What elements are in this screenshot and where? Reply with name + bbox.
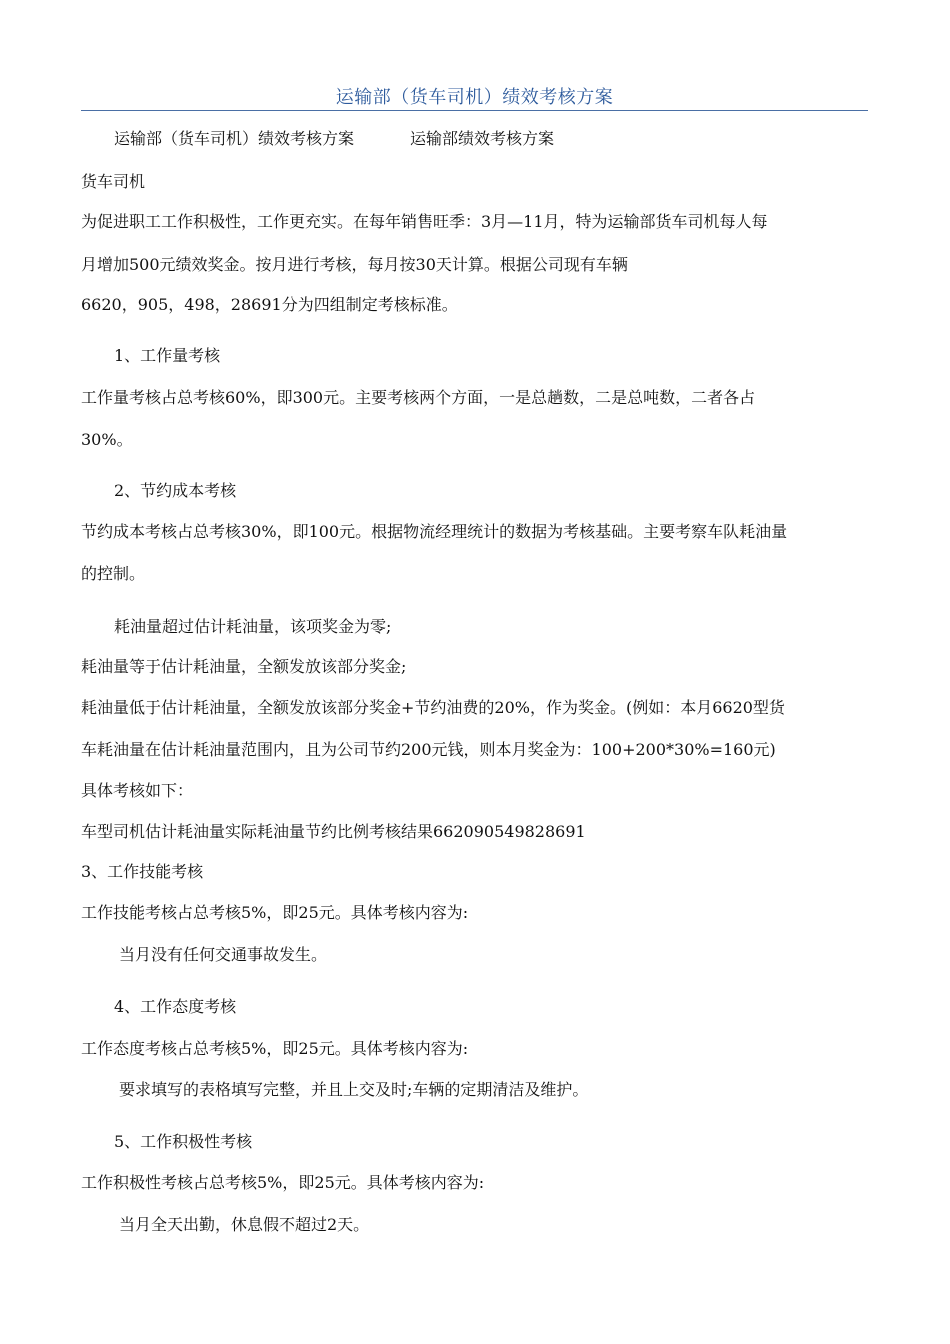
intro-title-line (114, 129, 554, 149)
intro-paragraph-line-1: 为促进职工工作积极性，工作更充实。在每年销售旺季：3月—11月，特为运输部货车司机每人每 (81, 212, 768, 231)
section-3-content: 当月没有任何交通事故发生。 (119, 945, 328, 964)
section-5-content: 当月全天出勤，休息假不超过2天。 (119, 1215, 370, 1234)
intro-paragraph-line-3: 6620，905，498，28691分为四组制定考核标准。 (81, 295, 458, 314)
section-1-paragraph-line-2: 30%。 (81, 430, 133, 449)
section-4-paragraph: 工作态度考核占总考核5%，即25元。具体考核内容为: (81, 1039, 469, 1058)
section-2-table-line: 车型司机估计耗油量实际耗油量节约比例考核结果662090549828691 (81, 822, 586, 841)
section-2-rule-2: 耗油量等于估计耗油量，全额发放该部分奖金; (81, 657, 407, 676)
section-4-content: 要求填写的表格填写完整，并且上交及时;车辆的定期清洁及维护。 (119, 1080, 589, 1099)
section-2-detail-label: 具体考核如下： (81, 781, 194, 800)
intro-paragraph-line-2: 月增加500元绩效奖金。按月进行考核，每月按30天计算。根据公司现有车辆 (81, 255, 628, 274)
section-3-paragraph: 工作技能考核占总考核5%，即25元。具体考核内容为: (81, 903, 469, 922)
intro-title-1: 运输部（货车司机）绩效考核方案 (114, 129, 355, 148)
section-2-rule-3-line-1: 耗油量低于估计耗油量，全额发放该部分奖金+节约油费的20%，作为奖金。(例如：本月6620型货 (81, 698, 785, 717)
section-1-paragraph-line-1: 工作量考核占总考核60%，即300元。主要考核两个方面，一是总趟数，二是总吨数，二者各占 (81, 388, 756, 407)
section-2-paragraph-line-1: 节约成本考核占总考核30%，即100元。根据物流经理统计的数据为考核基础。主要考察车队耗油量 (81, 522, 788, 541)
section-4-heading: 4、工作态度考核 (114, 997, 237, 1016)
section-2-paragraph-line-2: 的控制。 (81, 564, 146, 583)
page-title: 运输部（货车司机）绩效考核方案 (335, 87, 614, 108)
section-5-paragraph: 工作积极性考核占总考核5%，即25元。具体考核内容为: (81, 1173, 485, 1192)
page-header (81, 80, 868, 111)
section-2-rule-3-line-2: 车耗油量在估计耗油量范围内，且为公司节约200元钱，则本月奖金为：100+200*30%=160元) (81, 740, 776, 759)
intro-title-2: 运输部绩效考核方案 (410, 129, 555, 148)
subject-line: 货车司机 (81, 172, 146, 191)
section-1-heading: 1、工作量考核 (114, 346, 221, 365)
section-5-heading: 5、工作积极性考核 (114, 1132, 253, 1151)
section-3-heading: 3、工作技能考核 (81, 862, 204, 881)
section-2-heading: 2、节约成本考核 (114, 481, 237, 500)
section-2-rule-1: 耗油量超过估计耗油量，该项奖金为零; (114, 617, 392, 636)
